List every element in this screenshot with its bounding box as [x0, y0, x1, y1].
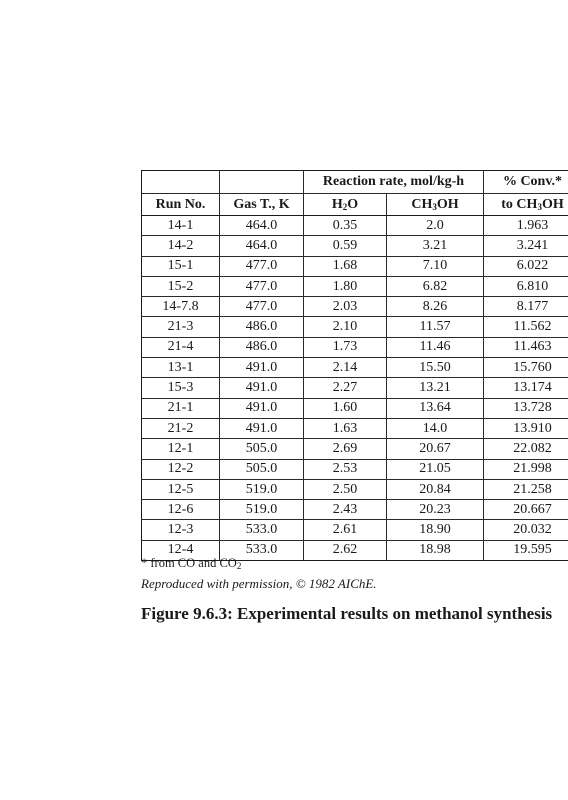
header-ch3oh [387, 194, 484, 216]
cell-ch3oh-rate: 14.0 [387, 418, 484, 438]
table-row [142, 439, 568, 459]
cell-gas-temperature: 519.0 [220, 500, 304, 520]
cell-h2o-rate: 2.27 [304, 378, 387, 398]
cell-ch3oh-rate: 2.0 [387, 216, 484, 236]
cell-gas-temperature: 464.0 [220, 236, 304, 256]
cell-gas-temperature: 477.0 [220, 276, 304, 296]
cell-conversion: 6.810 [484, 276, 568, 296]
cell-conversion: 21.258 [484, 479, 568, 499]
cell-conversion: 11.463 [484, 337, 568, 357]
header-cell-empty-2 [220, 171, 304, 194]
table-row [142, 216, 568, 236]
header-ch3oh-sub: 3 [432, 201, 437, 212]
cell-h2o-rate: 1.60 [304, 398, 387, 418]
cell-h2o-rate: 1.63 [304, 418, 387, 438]
cell-gas-temperature: 505.0 [220, 439, 304, 459]
cell-run-no: 14-2 [142, 236, 220, 256]
header-ch3oh-main: CH [411, 196, 433, 212]
cell-run-no: 21-1 [142, 398, 220, 418]
header-conv-tail: OH [541, 196, 564, 212]
cell-gas-temperature: 491.0 [220, 378, 304, 398]
cell-run-no: 15-3 [142, 378, 220, 398]
footnote-sub: 2 [236, 561, 242, 571]
cell-h2o-rate: 0.35 [304, 216, 387, 236]
cell-conversion: 3.241 [484, 236, 568, 256]
cell-h2o-rate: 1.80 [304, 276, 387, 296]
cell-run-no: 21-2 [142, 418, 220, 438]
cell-ch3oh-rate: 18.90 [387, 520, 484, 540]
header-reaction-rate-group: Reaction rate, mol/kg-h [304, 171, 484, 194]
cell-run-no: 14-1 [142, 216, 220, 236]
cell-h2o-rate: 2.14 [304, 358, 387, 378]
cell-run-no: 15-2 [142, 276, 220, 296]
table-row [142, 317, 568, 337]
cell-ch3oh-rate: 13.64 [387, 398, 484, 418]
cell-gas-temperature: 477.0 [220, 297, 304, 317]
header-ch3oh-tail: OH [436, 196, 459, 212]
cell-ch3oh-rate: 11.46 [387, 337, 484, 357]
cell-run-no: 21-3 [142, 317, 220, 337]
table-row [142, 297, 568, 317]
cell-ch3oh-rate: 18.98 [387, 540, 484, 560]
header-row-top [142, 171, 568, 194]
cell-h2o-rate: 2.10 [304, 317, 387, 337]
cell-h2o-rate: 2.03 [304, 297, 387, 317]
header-h2o-tail: O [347, 196, 359, 212]
header-conversion-to-ch3oh [484, 194, 568, 216]
cell-h2o-rate: 2.43 [304, 500, 387, 520]
cell-run-no: 14-7.8 [142, 297, 220, 317]
cell-gas-temperature: 505.0 [220, 459, 304, 479]
table-row [142, 520, 568, 540]
cell-ch3oh-rate: 20.67 [387, 439, 484, 459]
cell-gas-temperature: 486.0 [220, 317, 304, 337]
cell-ch3oh-rate: 11.57 [387, 317, 484, 337]
header-conversion-group: % Conv.* [484, 171, 568, 194]
cell-run-no: 12-2 [142, 459, 220, 479]
cell-ch3oh-rate: 8.26 [387, 297, 484, 317]
cell-h2o-rate: 0.59 [304, 236, 387, 256]
table-row [142, 479, 568, 499]
cell-run-no: 12-6 [142, 500, 220, 520]
table-footnote [141, 556, 241, 571]
cell-gas-temperature: 477.0 [220, 256, 304, 276]
figure-caption: Figure 9.6.3: Experimental results on methanol synthesis [141, 604, 553, 623]
cell-run-no: 21-4 [142, 337, 220, 357]
footnote-text: * from CO and CO [141, 556, 237, 570]
cell-run-no: 15-1 [142, 256, 220, 276]
cell-ch3oh-rate: 21.05 [387, 459, 484, 479]
table-row [142, 398, 568, 418]
cell-gas-temperature: 519.0 [220, 479, 304, 499]
cell-h2o-rate: 1.73 [304, 337, 387, 357]
cell-h2o-rate: 2.62 [304, 540, 387, 560]
table-row [142, 378, 568, 398]
cell-conversion: 20.667 [484, 500, 568, 520]
table-row [142, 236, 568, 256]
cell-gas-temperature: 533.0 [220, 520, 304, 540]
cell-conversion: 20.032 [484, 520, 568, 540]
cell-gas-temperature: 491.0 [220, 398, 304, 418]
cell-ch3oh-rate: 13.21 [387, 378, 484, 398]
table-row [142, 276, 568, 296]
cell-h2o-rate: 1.68 [304, 256, 387, 276]
cell-gas-temperature: 491.0 [220, 358, 304, 378]
cell-h2o-rate: 2.69 [304, 439, 387, 459]
cell-gas-temperature: 464.0 [220, 216, 304, 236]
cell-ch3oh-rate: 20.23 [387, 500, 484, 520]
table-row [142, 358, 568, 378]
cell-run-no: 12-3 [142, 520, 220, 540]
table-row [142, 500, 568, 520]
table-body [142, 216, 568, 561]
cell-run-no: 12-1 [142, 439, 220, 459]
cell-conversion: 19.595 [484, 540, 568, 560]
cell-conversion: 13.910 [484, 418, 568, 438]
cell-conversion: 8.177 [484, 297, 568, 317]
cell-ch3oh-rate: 6.82 [387, 276, 484, 296]
permission-credit: Reproduced with permission, © 1982 AIChE. [141, 576, 377, 591]
header-cell-empty-1 [142, 171, 220, 194]
header-row-bottom [142, 194, 568, 216]
cell-gas-temperature: 486.0 [220, 337, 304, 357]
header-h2o [304, 194, 387, 216]
cell-gas-temperature: 533.0 [220, 540, 304, 560]
results-table-wrapper [141, 170, 568, 561]
cell-ch3oh-rate: 3.21 [387, 236, 484, 256]
header-conv-main: to CH [501, 196, 538, 212]
cell-h2o-rate: 2.53 [304, 459, 387, 479]
cell-conversion: 1.963 [484, 216, 568, 236]
cell-conversion: 13.728 [484, 398, 568, 418]
cell-conversion: 21.998 [484, 459, 568, 479]
cell-run-no: 12-5 [142, 479, 220, 499]
cell-run-no: 12-4 [142, 540, 220, 560]
header-conv-sub: 3 [537, 201, 542, 212]
table-row [142, 256, 568, 276]
cell-conversion: 15.760 [484, 358, 568, 378]
cell-h2o-rate: 2.50 [304, 479, 387, 499]
cell-conversion: 22.082 [484, 439, 568, 459]
cell-ch3oh-rate: 7.10 [387, 256, 484, 276]
results-table [141, 170, 568, 561]
cell-conversion: 13.174 [484, 378, 568, 398]
header-h2o-sub: 2 [342, 201, 348, 212]
cell-gas-temperature: 491.0 [220, 418, 304, 438]
cell-ch3oh-rate: 15.50 [387, 358, 484, 378]
cell-conversion: 6.022 [484, 256, 568, 276]
header-gas-temperature: Gas T., K [220, 194, 304, 216]
table-row [142, 337, 568, 357]
cell-h2o-rate: 2.61 [304, 520, 387, 540]
table-row [142, 418, 568, 438]
cell-conversion: 11.562 [484, 317, 568, 337]
header-run-no: Run No. [142, 194, 220, 216]
table-row [142, 459, 568, 479]
cell-ch3oh-rate: 20.84 [387, 479, 484, 499]
header-h2o-main: H [331, 196, 343, 212]
cell-run-no: 13-1 [142, 358, 220, 378]
